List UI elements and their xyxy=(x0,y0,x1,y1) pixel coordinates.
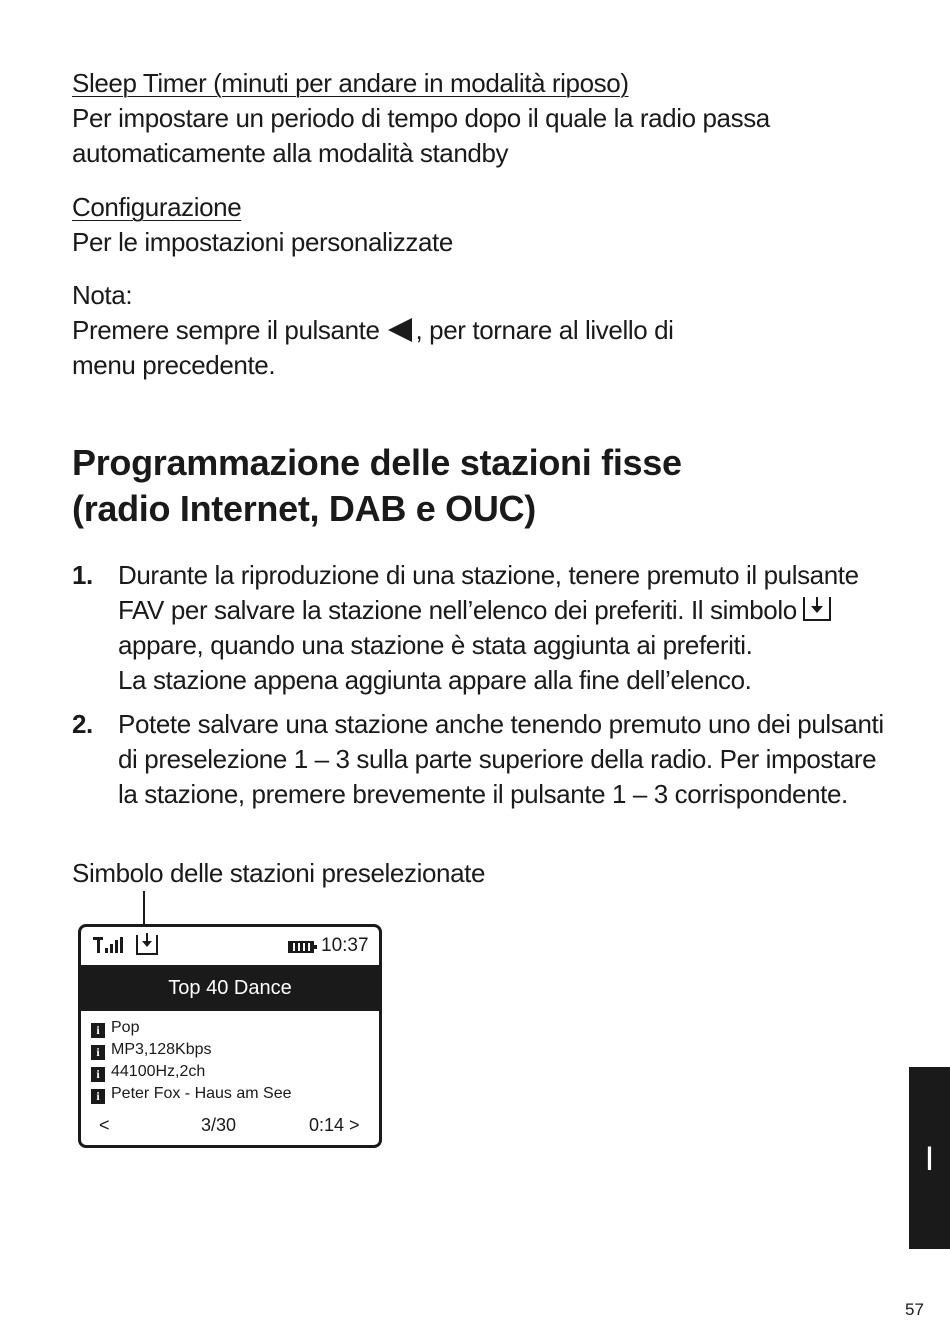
back-arrow-icon xyxy=(388,318,412,342)
step-2-number: 2. xyxy=(72,709,93,739)
sleep-timer-heading: Sleep Timer (minuti per andare in modalità riposo) xyxy=(72,68,629,98)
note-line1-before: Premere sempre il pulsante xyxy=(72,315,380,345)
sleep-timer-block xyxy=(72,66,892,171)
step-2 xyxy=(72,707,902,817)
page-number: 57 xyxy=(905,1300,924,1319)
favorite-download-icon xyxy=(803,597,831,621)
info-icon: i xyxy=(91,1045,105,1060)
display-info-row xyxy=(91,1017,139,1039)
step-1-text xyxy=(118,558,908,698)
radio-display xyxy=(78,924,382,1148)
preset-favorite-icon xyxy=(136,935,158,955)
note-line1-after: , per tornare al livello di xyxy=(415,315,674,345)
info-icon: i xyxy=(91,1067,105,1082)
note-line1 xyxy=(72,313,892,348)
language-tab xyxy=(909,1067,950,1249)
sleep-timer-desc-line2: automaticamente alla modalità standby xyxy=(72,138,509,168)
step-1 xyxy=(72,558,902,698)
section-title-line1: Programmazione delle stazioni fisse xyxy=(72,442,682,483)
note-block xyxy=(72,278,892,383)
info-icon: i xyxy=(91,1023,105,1038)
display-station-name: Top 40 Dance xyxy=(81,965,379,1011)
display-status-bar xyxy=(81,927,379,963)
info-genre: Pop xyxy=(111,1019,140,1036)
configurazione-heading: Configurazione xyxy=(72,192,242,222)
info-bitrate: MP3,128Kbps xyxy=(111,1041,212,1058)
info-track: Peter Fox - Haus am See xyxy=(111,1085,292,1102)
note-line2: menu precedente. xyxy=(72,350,276,380)
display-position: 3/30 xyxy=(201,1115,237,1135)
step-1-number: 1. xyxy=(72,560,93,590)
step-2-line2: di preselezione 1 – 3 sulla parte superiore della radio. Per impostare xyxy=(118,744,877,774)
section-title xyxy=(72,440,912,532)
step-1-line1: Durante la riproduzione di una stazione, tenere premuto il pulsante xyxy=(118,560,859,590)
sleep-timer-desc-line1: Per impostare un periodo di tempo dopo il quale la radio passa xyxy=(72,103,770,133)
figure-caption: Simbolo delle stazioni preselezionate xyxy=(72,858,486,888)
display-info-row xyxy=(91,1061,205,1083)
step-2-line1: Potete salvare una stazione anche tenendo premuto uno dei pulsanti xyxy=(118,709,884,739)
display-elapsed-next: 0:14 > xyxy=(309,1115,360,1135)
battery-icon xyxy=(288,941,314,953)
step-1-line2 xyxy=(118,593,908,628)
display-prev: < xyxy=(99,1115,110,1135)
info-icon: i xyxy=(91,1089,105,1104)
display-info-row xyxy=(91,1083,292,1105)
language-tab-label: I xyxy=(924,1140,935,1178)
step-1-line2-text: FAV per salvare la stazione nell’elenco dei preferiti. Il simbolo xyxy=(118,595,797,625)
step-1-line3: appare, quando una stazione è stata aggiunta ai preferiti. xyxy=(118,630,753,660)
step-2-text xyxy=(118,707,908,812)
display-info-row xyxy=(91,1039,212,1061)
section-title-line2: (radio Internet, DAB e OUC) xyxy=(72,488,536,529)
configurazione-block xyxy=(72,190,892,260)
signal-strength-icon xyxy=(93,937,123,953)
step-1-line4: La stazione appena aggiunta appare alla fine dell’elenco. xyxy=(118,665,752,695)
display-clock: 10:37 xyxy=(321,935,369,956)
step-2-line3: la stazione, premere brevemente il pulsante 1 – 3 corrispondente. xyxy=(118,779,848,809)
info-samplerate: 44100Hz,2ch xyxy=(111,1063,206,1080)
note-label: Nota: xyxy=(72,280,133,310)
configurazione-desc: Per le impostazioni personalizzate xyxy=(72,227,453,257)
